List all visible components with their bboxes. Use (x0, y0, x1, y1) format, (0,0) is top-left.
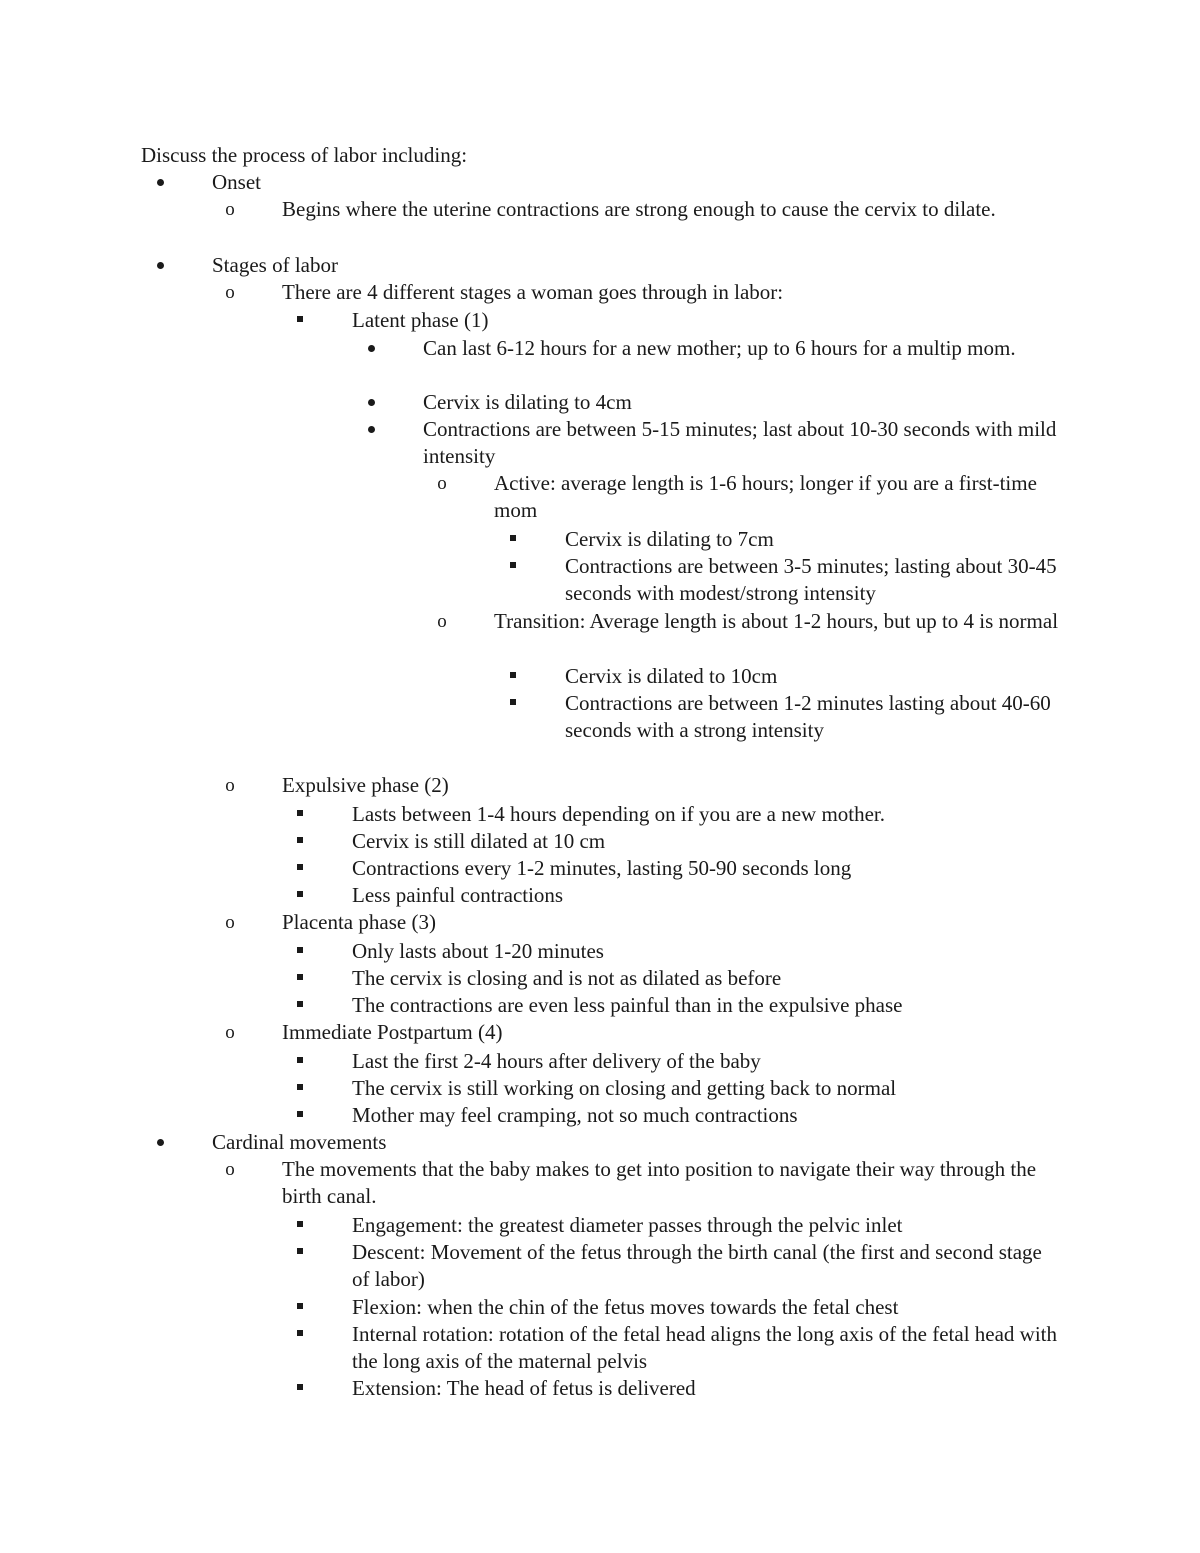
list-item (352, 1375, 1062, 1402)
list-item-text: Cervix is still dilated at 10 cm (352, 829, 606, 853)
list-item (352, 938, 1062, 965)
list-item (225, 279, 1062, 306)
list-item (225, 196, 1062, 223)
bullet-square-icon (280, 965, 320, 992)
list-item-text: The movements that the baby makes to get into position to navigate their way through the birth canal. (282, 1157, 1037, 1208)
bullet-square-icon (280, 1212, 320, 1239)
list-item (352, 828, 1062, 855)
bullet-disc-icon (351, 335, 391, 362)
list-item-text: Internal rotation: rotation of the fetal head aligns the long axis of the fetal head with the long axis of the maternal pelvis (352, 1322, 1058, 1373)
bullet-circle-icon: o (225, 199, 235, 220)
list-item (225, 909, 1062, 936)
list-item (352, 1239, 1062, 1293)
list-item (352, 1102, 1062, 1129)
list-item (225, 1156, 1062, 1210)
bullet-circle-icon: o (437, 611, 447, 632)
list-item-text: Cervix is dilated to 10cm (565, 664, 778, 688)
list-item-text: Transition: Average length is about 1-2 hours, but up to 4 is normal (494, 609, 1059, 633)
page-title: Discuss the process of labor including: (141, 143, 468, 167)
list-item-text: The cervix is still working on closing and getting back to normal (352, 1076, 897, 1100)
list-item-text: Contractions are between 1-2 minutes lasting about 40-60 seconds with a strong intensity (565, 691, 1051, 742)
list-item-text: Latent phase (1) (352, 308, 489, 332)
list-item-text: Placenta phase (3) (282, 910, 436, 934)
list-item (352, 307, 1062, 334)
bullet-square-icon (280, 828, 320, 855)
bullet-square-icon (280, 855, 320, 882)
list-item-text: Active: average length is 1-6 hours; longer if you are a first-time mom (494, 471, 1037, 522)
list-item (437, 608, 1062, 635)
bullet-square-icon (280, 1048, 320, 1075)
list-item (565, 690, 1062, 744)
list-item-text: There are 4 different stages a woman goes through in labor: (282, 280, 784, 304)
list-item (212, 169, 1062, 196)
list-item (212, 252, 1062, 279)
bullet-square-icon (280, 1102, 320, 1129)
list-item (352, 1075, 1062, 1102)
list-item-text: Immediate Postpartum (4) (282, 1020, 503, 1044)
list-item (352, 855, 1062, 882)
list-item (565, 663, 1062, 690)
list-item-text: Descent: Movement of the fetus through the birth canal (the first and second stage of labor) (352, 1240, 1042, 1291)
bullet-square-icon (280, 1294, 320, 1321)
list-item (352, 1321, 1062, 1375)
list-item-text: Stages of labor (212, 253, 338, 277)
bullet-square-icon (280, 882, 320, 909)
list-item-text: Extension: The head of fetus is delivered (352, 1376, 696, 1400)
list-item (212, 1129, 1062, 1156)
bullet-disc-icon (140, 1129, 180, 1156)
bullet-square-icon (493, 690, 533, 717)
list-item (352, 992, 1062, 1019)
list-item (352, 1048, 1062, 1075)
bullet-square-icon (493, 663, 533, 690)
bullet-square-icon (280, 1075, 320, 1102)
list-item (565, 553, 1062, 607)
list-item-text: Last the first 2-4 hours after delivery of the baby (352, 1049, 761, 1073)
list-item-text: Can last 6-12 hours for a new mother; up to 6 hours for a multip mom. (423, 336, 1016, 360)
list-item-text: Lasts between 1-4 hours depending on if you are a new mother. (352, 802, 886, 826)
list-item (352, 801, 1062, 828)
bullet-disc-icon (140, 252, 180, 279)
list-item-text: Cervix is dilating to 7cm (565, 527, 774, 551)
list-item-text: Flexion: when the chin of the fetus moves towards the fetal chest (352, 1295, 899, 1319)
list-item-text: Contractions every 1-2 minutes, lasting 50-90 seconds long (352, 856, 852, 880)
list-item (352, 965, 1062, 992)
list-item-text: The contractions are even less painful than in the expulsive phase (352, 993, 903, 1017)
list-item-text: Expulsive phase (2) (282, 773, 449, 797)
list-item (352, 1294, 1062, 1321)
list-item-text: Cardinal movements (212, 1130, 387, 1154)
bullet-square-icon (280, 938, 320, 965)
bullet-square-icon (493, 526, 533, 553)
bullet-square-icon (493, 553, 533, 580)
bullet-square-icon (280, 307, 320, 334)
bullet-circle-icon: o (225, 282, 235, 303)
list-item-text: Only lasts about 1-20 minutes (352, 939, 604, 963)
bullet-square-icon (280, 1321, 320, 1348)
list-item (352, 1212, 1062, 1239)
list-item (423, 416, 1062, 470)
list-item-text: Contractions are between 5-15 minutes; last about 10-30 seconds with mild intensity (423, 417, 1057, 468)
list-item-text: Begins where the uterine contractions are strong enough to cause the cervix to dilate. (282, 197, 996, 221)
bullet-square-icon (280, 992, 320, 1019)
bullet-circle-icon: o (225, 1159, 235, 1180)
bullet-disc-icon (351, 389, 391, 416)
list-item-text: Engagement: the greatest diameter passes through the pelvic inlet (352, 1213, 903, 1237)
list-item (423, 389, 1062, 416)
list-item-text: Mother may feel cramping, not so much contractions (352, 1103, 798, 1127)
list-item-text: Cervix is dilating to 4cm (423, 390, 632, 414)
list-item (225, 772, 1062, 799)
bullet-square-icon (280, 801, 320, 828)
bullet-square-icon (280, 1375, 320, 1402)
bullet-disc-icon (140, 169, 180, 196)
bullet-disc-icon (351, 416, 391, 443)
list-item (565, 526, 1062, 553)
list-item-text: Contractions are between 3-5 minutes; lasting about 30-45 seconds with modest/strong intensity (565, 554, 1057, 605)
bullet-square-icon (280, 1239, 320, 1266)
list-item (352, 882, 1062, 909)
bullet-circle-icon: o (225, 1022, 235, 1043)
bullet-circle-icon: o (225, 912, 235, 933)
list-item (225, 1019, 1062, 1046)
bullet-circle-icon: o (437, 473, 447, 494)
list-item-text: Less painful contractions (352, 883, 564, 907)
list-item-text: The cervix is closing and is not as dilated as before (352, 966, 782, 990)
list-item (437, 470, 1062, 524)
list-item (423, 335, 1062, 362)
list-item-text: Onset (212, 170, 261, 194)
bullet-circle-icon: o (225, 775, 235, 796)
